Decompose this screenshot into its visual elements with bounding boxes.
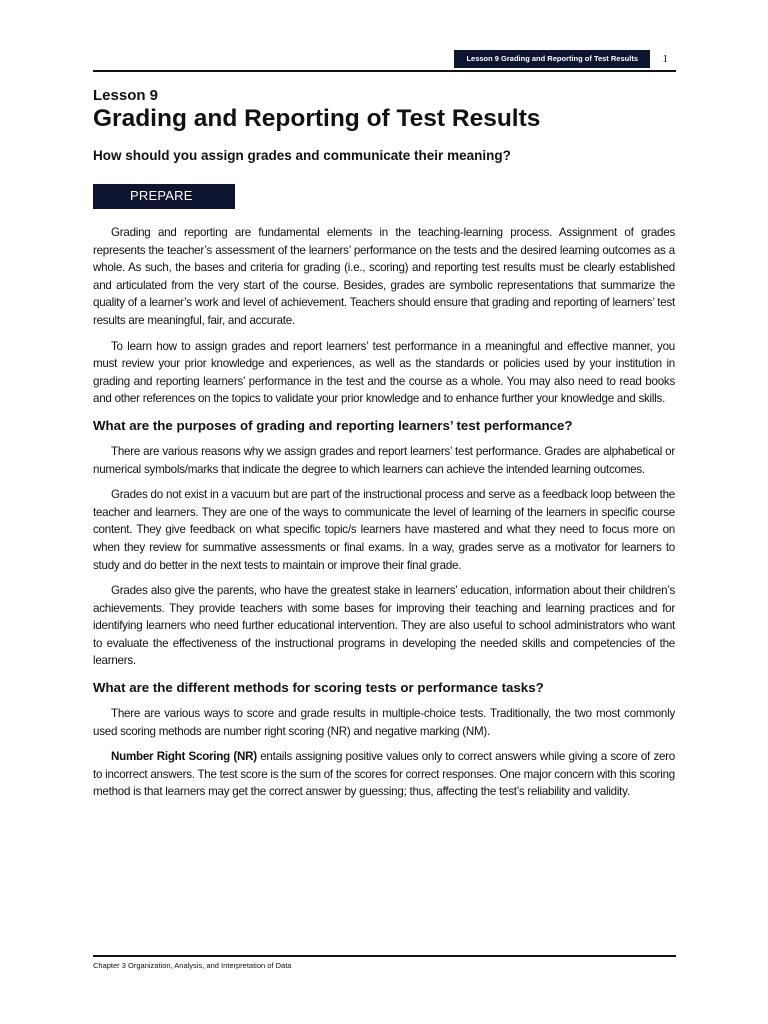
- paragraph-purposes-3: Grades also give the parents, who have the greatest stake in learners’ education, information about their children’s achievements. They provide teachers with some bases for improving their teaching and learning practices and for identifying learners who need further educational intervention. They are also useful to school administrators who want to evaluate the effectiveness of the instructional programs in developing the needed skills and competencies of the learners.: [93, 584, 675, 668]
- paragraph-scoring-1: There are various ways to score and grade results in multiple-choice tests. Traditionally, the two most commonly used scoring methods are number right scoring (NR) and negative marking (NM).: [93, 707, 675, 738]
- heading-purposes: What are the purposes of grading and reporting learners’ test performance?: [93, 417, 573, 433]
- running-header: [93, 50, 676, 72]
- paragraph-number-right-scoring: [93, 748, 675, 801]
- running-footer: [93, 955, 676, 970]
- paragraph-intro-2: To learn how to assign grades and report learners’ test performance in a meaningful and effective manner, you must review your prior knowledge and experiences, as well as the standards or policies used by your institution in grading and reporting learners’ performance in the test and the course as a whole. You may also need to read books and other references on the topics to validate your prior knowledge and to enhance further your knowledge and skills.: [93, 339, 675, 406]
- lesson-question: How should you assign grades and communicate their meaning?: [93, 148, 511, 163]
- running-footer-title: Chapter 3 Organization, Analysis, and Interpretation of Data: [93, 961, 292, 970]
- running-header-title: Lesson 9 Grading and Reporting of Test Results: [454, 50, 650, 68]
- lesson-label: Lesson 9: [93, 87, 159, 104]
- page-number: 1: [662, 53, 668, 65]
- paragraph-intro-1: Grading and reporting are fundamental elements in the teaching-learning process. Assignment of grades represents the teacher’s assessment of the learners’ performance on the tests and the desired learning outcomes as a whole. As such, the bases and criteria for grading (i.e., scoring) and reporting test results must be clearly established and articulated from the very start of the course. Besides, grades are symbolic representations that summarize the quality of a learner’s work and level of achievement. Teachers should ensure that grading and reporting of learners’ test results are meaningful, fair, and accurate.: [93, 226, 675, 327]
- body-text: [93, 224, 675, 809]
- paragraph-purposes-2: Grades do not exist in a vacuum but are part of the instructional process and serve as a feedback loop between the teacher and learners. They are one of the ways to communicate the level of learning of the learners in specific course content. They give feedback on what specific topic/s learners have mastered and what they need to focus more on when they review for summative assessments or final exams. In a way, grades serve as a motivator for learners to study and do better in the next tests to maintain or improve their final grade.: [93, 488, 675, 572]
- heading-scoring-methods: What are the different methods for scoring tests or performance tasks?: [93, 680, 544, 696]
- lesson-title: Grading and Reporting of Test Results: [93, 105, 541, 132]
- paragraph-number-right-scoring-text: entails assigning positive values only to correct answers while giving a score of zero to incorrect answers. The test score is the sum of the scores for correct responses. One major concern with this scoring method is that learners may get the correct answer by guessing; thus, affecting the test’s reliability and validity.: [93, 750, 675, 799]
- paragraph-purposes-1: There are various reasons why we assign grades and report learners’ test performance. Grades are alphabetical or numerical symbols/marks that indicate the degree to which learners can achieve the intended learning outcomes.: [93, 444, 675, 476]
- term-number-right-scoring: Number Right Scoring (NR): [111, 750, 257, 764]
- section-bar-prepare: PREPARE: [93, 184, 235, 209]
